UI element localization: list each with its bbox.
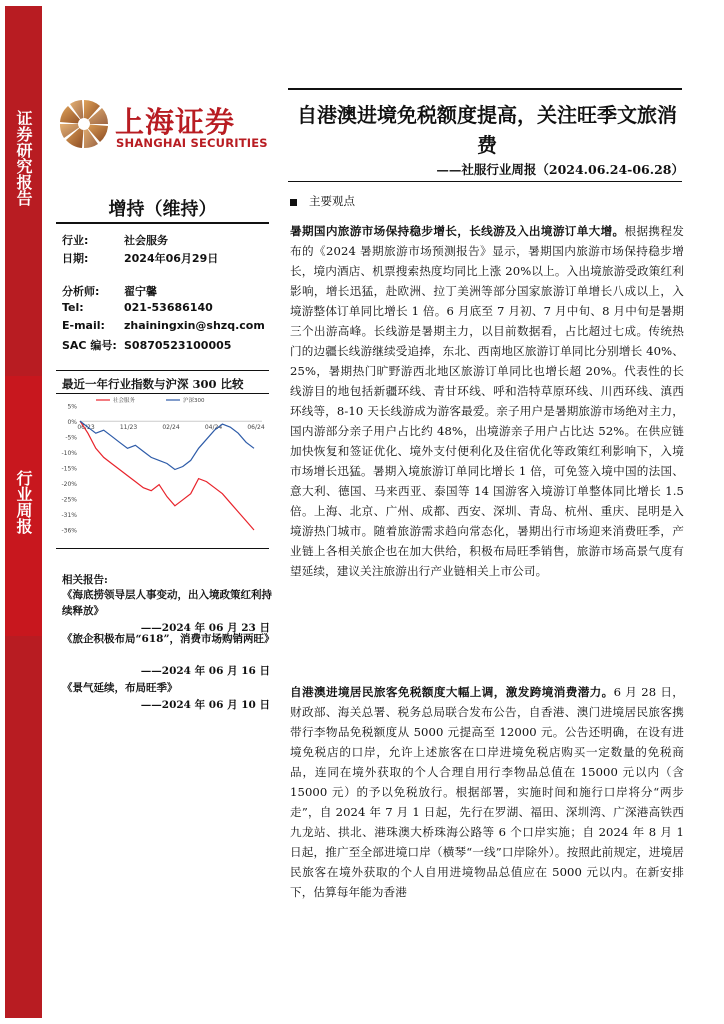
chart-bottom-rule xyxy=(56,548,269,549)
info-sac xyxy=(62,337,231,353)
y-tick-label: -36% xyxy=(61,527,77,535)
paragraph-body: 根据携程发布的《2024 暑期旅游市场预测报告》显示，暑期国内旅游市场保持稳步增长，境内酒店、机票搜索热度均同比上涨 20%以上。入出境旅游受政策红利影响，增长迅猛，赴欧洲、拉丁美洲等部分国家旅游订单增长八成以上，入境游整体订单同比增长 1 倍。6 月底至 7 月初、7 月中旬、8 月中旬是暑期三个出游高峰。长线游是暑期主力，以目前数据看，占比超过七成。传统热门的边疆长线游继续受追捧，东北、西南地区旅游订单同比分别增长 40%、25%，暑期热门旷野游西北地区旅游订单同比也增长超 20%。代表性的长线游目的地包括新疆环线、青甘环线、呼和浩特草原环线、川西环线、滇西环线等，8-10 天长线游成为游客最爱。亲子用户是暑期旅游市场绝对主力，国内游部分亲子用户占比约 48%，出境游亲子用户占比达 52%。在供应链加快恢复和签证优化、境外支付便利化及住宿优化等政策红利影响下，入境市场增长迅猛。暑期入境旅游订单同比增长 1 倍，可免签入境中国的法国、意大利、德国、马来西亚、泰国等 14 国游客入境游订单整体同比增长 1.5 倍。上海、北京、广州、成都、西安、深圳、青岛、杭州、重庆、昆明是入境游热门城市。随着旅游需求趋向常态化，暑期出行市场迎来消费旺季，产业链上各相关旅企也在加大供给，积极布局旺季销售，旅游市场高景气度有望延续，建议关注旅游出行产业链相关上市公司。 xyxy=(290,224,684,578)
paragraph-duty-free xyxy=(290,682,684,902)
rating: 增持（维持） xyxy=(108,199,217,220)
info-key: SAC 编号: xyxy=(62,339,117,352)
y-tick-label: -10% xyxy=(61,450,77,457)
x-tick-label: 02/24 xyxy=(162,424,180,432)
paragraph-summer-tourism xyxy=(290,221,684,581)
legend-label: 社会服务 xyxy=(113,398,136,404)
info-value: 社会服务 xyxy=(124,234,168,247)
shanghai-securities-logo-icon xyxy=(58,98,110,150)
info-key: Tel: xyxy=(62,301,84,314)
related-report-title: 《旅企积极布局“618”，消费市场购销两旺》 xyxy=(62,633,275,645)
related-report-title: 《景气延续，布局旺季》 xyxy=(62,682,178,694)
related-report-title: 《海底捞领导层人事变动，出入境政策红利持续释放》 xyxy=(62,589,272,617)
info-key: E-mail: xyxy=(62,319,105,332)
header-rule xyxy=(288,88,682,90)
info-key: 分析师: xyxy=(62,285,100,298)
sidebar-report-type xyxy=(5,110,42,210)
info-value: S0870523100005 xyxy=(124,339,232,352)
paragraph-body: 6 月 28 日，财政部、海关总署、税务总局联合发布公告，自香港、澳门进境居民旅客携带行李物品免税额度从 5000 元提高至 12000 元。公告还明确，在设有进境免税店的口岸，允许上述旅客在口岸进境免税店购买一定数量的免税商品，连同在境外获取的个人合理自用行李物品总值在 15000 元以内（含 15000 元）的予以免税放行。根据部署，实施时间和施行口岸将分“两步走”，自 2024 年 7 月 1 日起，先行在罗湖、福田、深圳湾、广深港高铁西九龙站、拱北、港珠澳大桥珠海公路等 6 个口岸实施；自 2024 年 8 月 1 日起，推广至全部进境口岸（横琴“一线”口岸除外）。按照此前规定，进境居民旅客在境外获取的个人自用进境物品总值应在 5000 元以内。在新安排下，估算每年能为香港 xyxy=(290,685,685,899)
index-comparison-chart xyxy=(56,396,269,544)
subtitle-rule xyxy=(288,181,682,182)
related-report-date: ——2024 年 06 月 23 日 xyxy=(140,622,270,634)
paragraph-lead: 暑期国内旅游市场保持稳步增长，长线游及入出境游订单大增。 xyxy=(290,224,625,238)
chart-top-rule xyxy=(56,370,269,371)
info-value: 2024年06月29日 xyxy=(124,252,219,265)
y-tick-label: -5% xyxy=(65,434,77,442)
y-tick-label: -20% xyxy=(61,481,77,488)
sidebar-weekly xyxy=(5,470,42,538)
info-tel xyxy=(62,301,213,314)
x-tick-label: 06/23 xyxy=(77,424,95,432)
paragraph-lead: 自港澳进境居民旅客免税额度大幅上调，激发跨境消费潜力。 xyxy=(290,685,614,699)
info-industry xyxy=(62,232,168,248)
info-email xyxy=(62,319,265,332)
info-analyst xyxy=(62,283,157,299)
related-report-date: ——2024 年 06 月 10 日 xyxy=(140,699,270,711)
logo-chinese-name: 上海证券 xyxy=(115,105,236,139)
y-tick-label: 0% xyxy=(67,419,77,426)
square-bullet-icon xyxy=(290,199,297,206)
sidebar-report-type-text: 证券研究报告 xyxy=(14,110,33,206)
chart-title: 最近一年行业指数与沪深 300 比较 xyxy=(62,377,244,391)
info-value: zhainingxin@shzq.com xyxy=(124,319,265,332)
related-reports-heading: 相关报告: xyxy=(62,574,108,586)
section-heading-text: 主要观点 xyxy=(309,194,355,208)
section-heading xyxy=(290,193,355,209)
legend-label: 沪深300 xyxy=(183,398,205,404)
y-tick-label: 5% xyxy=(67,403,77,411)
y-tick-label: -15% xyxy=(61,465,77,473)
rating-rule xyxy=(56,222,269,224)
info-key: 行业: xyxy=(62,234,89,247)
series-line-0 xyxy=(80,421,254,530)
info-key: 日期: xyxy=(62,252,89,265)
report-title: 自港澳进境免税额度提高，关注旺季文旅消费 xyxy=(297,103,677,157)
info-value: 021-53686140 xyxy=(124,301,213,314)
sidebar-band-bottom xyxy=(5,636,42,1018)
info-date xyxy=(62,250,218,266)
info-value: 翟宁馨 xyxy=(124,285,157,298)
x-tick-label: 04/24 xyxy=(204,424,223,432)
x-tick-label: 11/23 xyxy=(119,424,138,432)
related-report-date: ——2024 年 06 月 16 日 xyxy=(140,665,270,677)
y-tick-label: -25% xyxy=(61,496,77,504)
x-tick-label: 06/24 xyxy=(247,424,265,432)
y-tick-label: -31% xyxy=(61,512,77,519)
report-subtitle: ——社服行业周报（2024.06.24-06.28） xyxy=(436,162,684,177)
sidebar-weekly-text: 行业周报 xyxy=(14,470,33,534)
logo-english-name: SHANGHAI SECURITIES xyxy=(116,136,268,150)
chart-title-rule xyxy=(56,393,269,394)
